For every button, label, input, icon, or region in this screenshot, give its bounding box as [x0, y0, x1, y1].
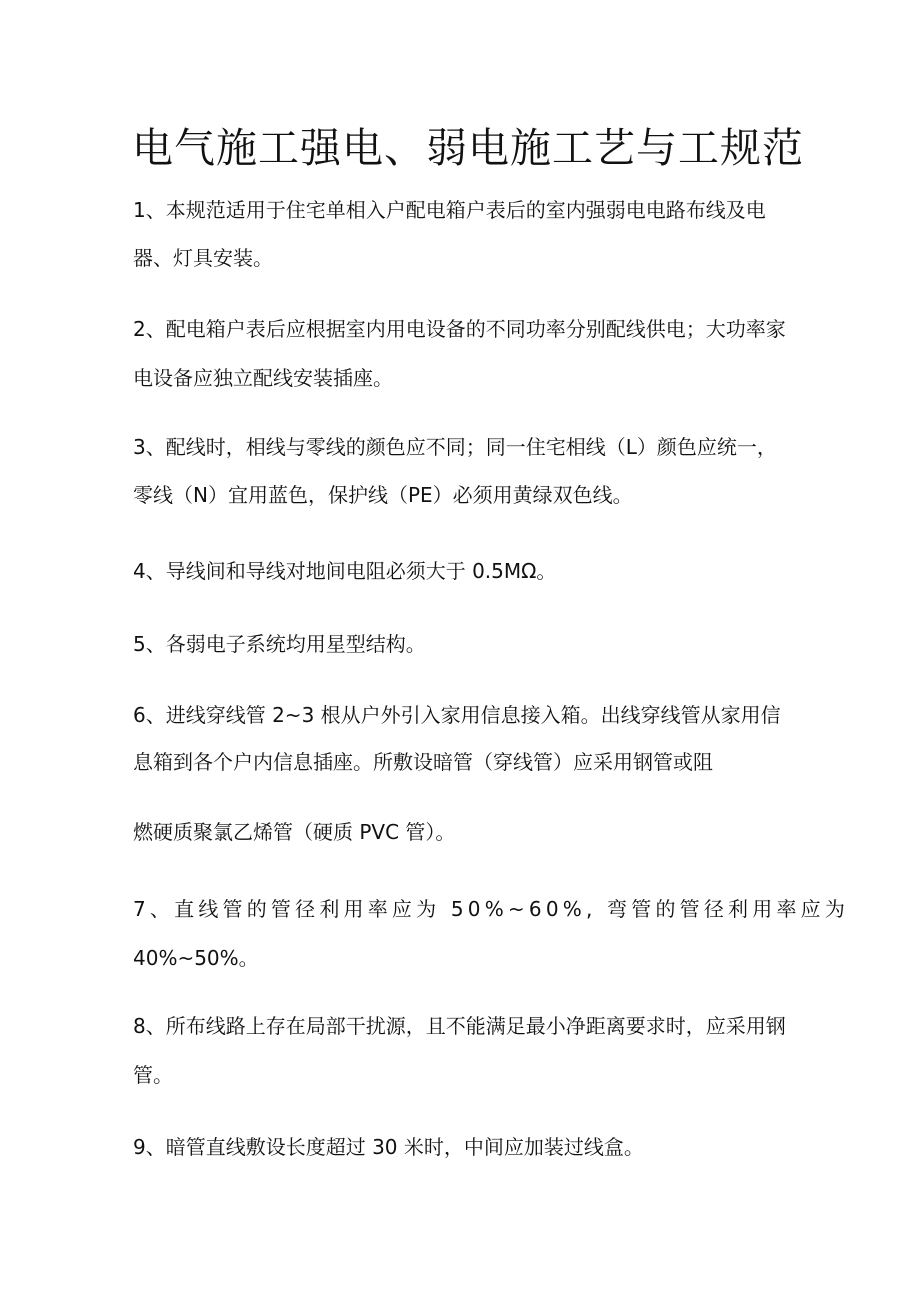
clause-9-line-1: 9、暗管直线敷设长度超过 30 米时，中间应加装过线盒。	[133, 1135, 644, 1159]
clause-6-line-2: 息箱到各个户内信息插座。所敷设暗管（穿线管）应采用钢管或阻	[133, 750, 713, 774]
clause-2-line-2: 电设备应独立配线安装插座。	[133, 366, 393, 390]
clause-8-line-1: 8、所布线路上存在局部干扰源，且不能满足最小净距离要求时，应采用钢	[133, 1014, 786, 1038]
clause-3-line-1: 3、配线时，相线与零线的颜色应不同；同一住宅相线（L）颜色应统一，	[133, 435, 777, 459]
clause-7-line-2: 40%~50%。	[133, 946, 259, 970]
clause-8-line-2: 管。	[133, 1063, 173, 1087]
clause-2-line-1: 2、配电箱户表后应根据室内用电设备的不同功率分别配线供电；大功率家	[133, 317, 786, 341]
clause-4-line-1: 4、导线间和导线对地间电阻必须大于 0.5MΩ。	[133, 559, 557, 583]
document-title: 电气施工强电、弱电施工艺与工规范	[132, 124, 804, 172]
clause-3-line-2: 零线（N）宜用蓝色，保护线（PE）必须用黄绿双色线。	[133, 483, 633, 507]
clause-5-line-1: 5、各弱电子系统均用星型结构。	[133, 632, 426, 656]
clause-1-line-1: 1、本规范适用于住宅单相入户配电箱户表后的室内强弱电电路布线及电	[133, 198, 766, 222]
clause-6-line-3: 燃硬质聚氯乙烯管（硬质 PVC 管）。	[133, 820, 456, 844]
clause-7-line-1: 7、直线管的管径利用率应为 50%~60%, 弯管的管径利用率应为	[133, 897, 850, 921]
clause-1-line-2: 器、灯具安装。	[133, 246, 273, 270]
clause-6-line-1: 6、进线穿线管 2~3 根从户外引入家用信息接入箱。出线穿线管从家用信	[133, 703, 781, 727]
